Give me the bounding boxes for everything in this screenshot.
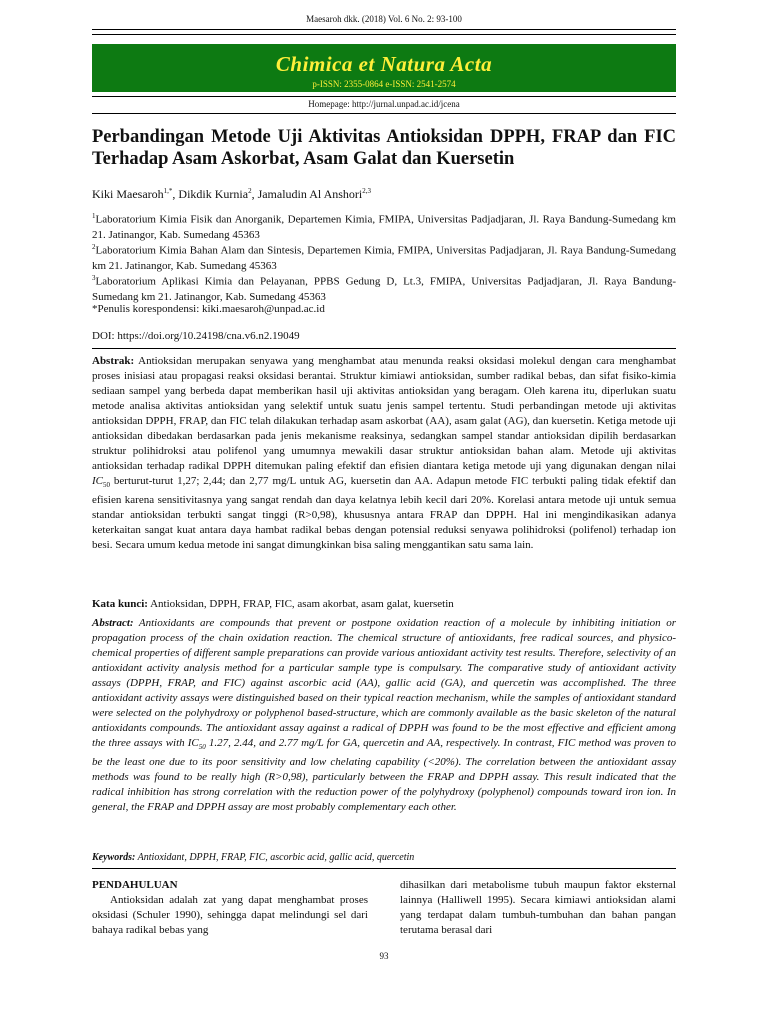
keywords-text: Antioxidant, DPPH, FRAP, FIC, ascorbic acid, gallic acid, quercetin [137, 852, 415, 863]
abstrak-text-2: berturut-turut 1,27; 2,44; dan 2,77 mg/L untuk AG, kuersetin dan AA. Adapun metode FIC terbukti paling tidak efektif dan efisien karena sensitivitasnya yang sangat rendah dan daya kelatnya lebih kecil dari 20%. Korelasi antara metode uji untuk semua standar antioksidan terbukti sangat tinggi (R>0,98), khususnya antara FRAP dan DPPH. Hal ini mengindikasikan adanya keterkaitan sangat kuat antara daya hambat radikal bebas dengan potensial reduksi senyawa polihidroksi (polifenol) terhadap ion besi. Secara umum kedua metode ini sangat dimungkinkan bisa saling menggantikan satu sama lain. [92, 475, 676, 552]
header-rule-homepage [92, 113, 676, 114]
affiliation-3 [92, 271, 676, 305]
author-sup: 2 [248, 187, 252, 195]
affiliation-sup: 2 [92, 243, 96, 251]
author-name: Dikdik Kurnia [178, 187, 249, 201]
abstrak-label: Abstrak: [92, 355, 135, 367]
affiliation-text: Laboratorium Aplikasi Kimia dan Pelayanan, PPBS Gedung D, Lt.3, FMIPA, Universitas Padjadjaran, Jl. Raya Bandung-Sumedang km 21. Jatinangor, Kab. Sumedang 45363 [92, 275, 676, 303]
section-heading: PENDAHULUAN [92, 879, 178, 891]
author-name: Jamaludin Al Anshori [257, 187, 363, 201]
body-left-column [92, 878, 368, 938]
abstract-rule-top [92, 348, 676, 349]
author-sup: 2,3 [362, 187, 371, 195]
ic-sub: 50 [198, 743, 206, 752]
body-paragraph: Antioksidan adalah zat yang dapat menghambat proses oksidasi (Schuler 1990), sehingga dapat melindungi sel dari bahaya radikal bebas yang [92, 894, 368, 936]
abstrak-paragraph [92, 354, 676, 553]
abstract-text-1: Antioxidants are compounds that prevent or postpone oxidation reaction of a molecule by inhibiting initiation or propagation process of the chain oxidation reaction. The chemical structure of antioxidants, free radical sources, and physico-chemical properties of different sample preparations can provide various antioxidant activity test results. Therefore, selectivity of an antioxidant activity analysis method for a particular sample type is compulsary. The comparative study of antioxidant activity assays (DPPH, FRAP, and FIC) against ascorbic acid (AA), gallic acid (GA), and quercetin was accomplished. The three antioxidant activity assays were distinguished based on their typical reaction mechanism, while the samples of antioxidant standard were selected on the polyhydroxy or polyphenol based-structure, which are commonly available as the basic skeleton of the natural antioxidants compounds. The antioxidant assay against a radical of DPPH was found to be the most effective and efficient among the three assays with [92, 617, 676, 749]
affiliation-1 [92, 209, 676, 243]
body-paragraph: dihasilkan dari metabolisme tubuh maupun faktor eksternal lainnya (Halliwell 1995). Secara kimiawi antioksidan alami yang terdapat dalam tumbuh-tumbuhan dan bahan pangan terutama berasal dari [400, 879, 676, 936]
ic-label: IC [92, 475, 103, 487]
journal-homepage[interactable]: Homepage: http://jurnal.unpad.ac.id/jcena [308, 99, 460, 109]
affiliation-2 [92, 240, 676, 274]
author-sup: 1,* [163, 187, 173, 195]
abstract-text-2: 1.27, 2.44, and 2.77 mg/L for GA, quercetin and AA, respectively. In contrast, FIC method was proven to be the least one due to its poor sensitivity and low chelating capability (<20%). The correlation between the antioxidant assay methods was found to be really high (R>0,98), particularly between the FRAP and DPPH assay. This result indicated that the radical inhibition has strong correlation with the reduction power of the polyhydroxy (polyphenol) compounds toward iron ion. In general, the FRAP and DPPH assay are most probably complementary each other. [92, 737, 676, 814]
header-rule-top [92, 29, 676, 30]
journal-banner [92, 44, 676, 92]
correspondence: *Penulis korespondensi: kiki.maesaroh@unpad.ac.id [92, 303, 325, 315]
body-right-column [400, 878, 676, 938]
journal-name: Chimica et Natura Acta [275, 52, 493, 76]
abstract-paragraph [92, 616, 676, 815]
keywords-label: Keywords: [92, 852, 136, 863]
journal-issn: p-ISSN: 2355-0864 e-ISSN: 2541-2574 [312, 79, 456, 89]
affiliation-sup: 1 [92, 212, 96, 220]
ic-label: IC [187, 737, 199, 749]
page-number: 93 [379, 951, 389, 961]
kata-kunci-label: Kata kunci: [92, 598, 148, 610]
header-rule-top-2 [92, 34, 676, 35]
abstract-label: Abstract: [92, 617, 134, 629]
author-list: Kiki Maesaroh$^{1,*}$, Dikdik Kurnia$^2$, Jamaludin Al Anshori$^{2,3}$ [92, 187, 371, 201]
abstrak-text-1: Antioksidan merupakan senyawa yang menghambat atau menunda reaksi oksidasi molekul dengan cara menghambat proses inisiasi atau propagasi reaksi oksidasi berantai. Struktur kimiawi antioksidan, sumber radikal bebas, dan sifat fisiko-kimia sediaan sampel yang berbeda dapat memberikan hasil uji aktivitas antioksidan yang beragam. Oleh karena itu, diperlukan suatu metode analisa aktivitas antioksidan yang selektif untuk suatu jenis sampel tertentu. Studi perbandingan metode uji aktivitas antioksidan DPPH, FRAP, dan FIC telah dilakukan terhadap asam askorbat (AA), asam galat (AG), dan kuersetin. Ketiga metode uji antioksidan dibedakan berdasarkan pada jenis mekanisme reaksinya, sedangkan sampel standar antioksidan dipilih berdasarkan struktur polihidroksi atau polifenol yang umumnya mewakili dasar struktur antioksidan bahan alam. Metode uji aktivitas antioksidan terhadap radikal DPPH ditemukan paling efektif dan efisien diantara ketiga metode uji yang digunakan dengan nilai [92, 355, 676, 472]
header-rule-bottom [92, 96, 676, 97]
ic-sub: 50 [103, 481, 110, 490]
kata-kunci-text: Antioksidan, DPPH, FRAP, FIC, asam akorbat, asam galat, kuersetin [150, 598, 454, 610]
affiliation-sup: 3 [92, 274, 96, 282]
keywords [92, 852, 414, 863]
article-title: Perbandingan Metode Uji Aktivitas Antioksidan DPPH, FRAP dan FIC Terhadap Asam Askorbat, Asam Galat dan Kuersetin [92, 127, 676, 169]
doi-link[interactable]: DOI: https://doi.org/10.24198/cna.v6.n2.19049 [92, 330, 300, 342]
author-name: Kiki Maesaroh [92, 187, 164, 201]
kata-kunci [92, 598, 454, 610]
header-citation: Maesaroh dkk. (2018) Vol. 6 No. 2: 93-100 [306, 14, 462, 24]
abstract-rule-bottom [92, 868, 676, 869]
affiliation-text: Laboratorium Kimia Bahan Alam dan Sintesis, Departemen Kimia, FMIPA, Universitas Padjadjaran, Jl. Raya Bandung-Sumedang km 21. Jatinangor, Kab. Sumedang 45363 [92, 244, 676, 272]
affiliation-text: Laboratorium Kimia Fisik dan Anorganik, Departemen Kimia, FMIPA, Universitas Padjadjaran, Jl. Raya Bandung-Sumedang km 21. Jatinangor, Kab. Sumedang 45363 [92, 213, 676, 241]
